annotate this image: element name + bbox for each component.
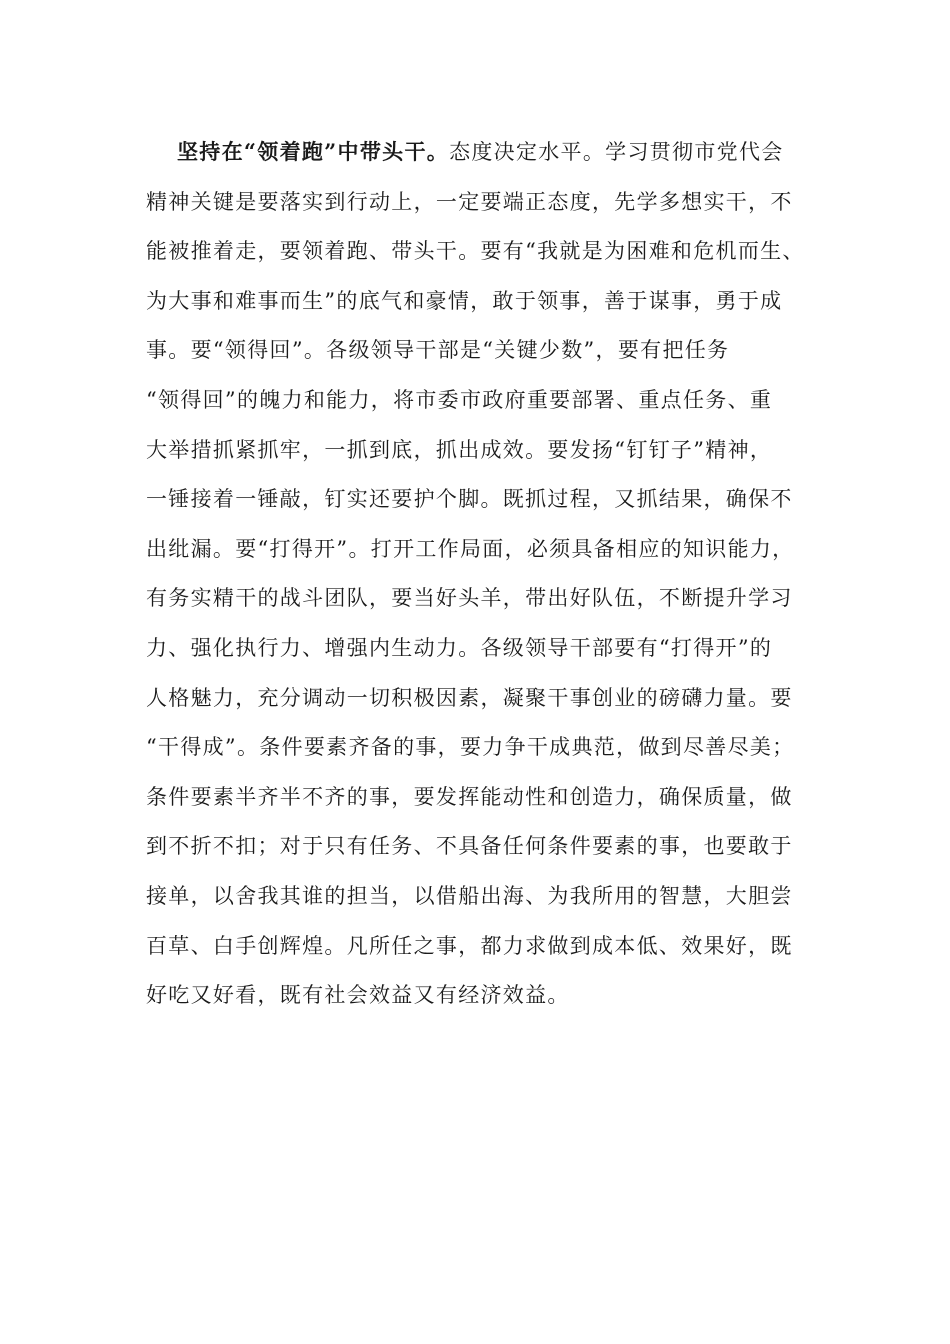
paragraph-line-9: 出纰漏。要“打得开”。打开工作局面，必须具备相应的知识能力，: [146, 536, 795, 561]
paragraph-line-7: 大举措抓紧抓牢，一抓到底，抓出成效。要发扬“钉钉子”精神，: [146, 437, 773, 462]
paragraph-line-10: 有务实精干的战斗团队，要当好头羊，带出好队伍，不断提升学习: [146, 586, 793, 611]
paragraph-line-18: 好吃又好看，既有社会效益又有经济效益。: [146, 983, 570, 1008]
paragraph-line-8: 一锤接着一锤敲，钉实还要护个脚。既抓过程，又抓结果，确保不: [146, 487, 793, 512]
paragraph-line-1: [146, 130, 826, 180]
paragraph-line-15: 到不折不扣；对于只有任务、不具备任何条件要素的事，也要敢于: [146, 834, 793, 859]
body-paragraph: [146, 130, 826, 1023]
paragraph-line-4: 为大事和难事而生”的底气和豪情，敢于领事，善于谋事，勇于成: [146, 288, 783, 313]
paragraph-line-13: “干得成”。条件要素齐备的事，要力争干成典范，做到尽善尽美；: [146, 735, 795, 760]
paragraph-line-3: 能被推着走，要领着跑、带头干。要有“我就是为困难和危机而生、: [146, 239, 805, 264]
paragraph-line-2: 精神关键是要落实到行动上，一定要端正态度，先学多想实干，不: [146, 189, 793, 214]
paragraph-line-6: “领得回”的魄力和能力，将市委市政府重要部署、重点任务、重: [146, 387, 773, 412]
paragraph-line-14: 条件要素半齐半不齐的事，要发挥能动性和创造力，确保质量，做: [146, 784, 793, 809]
paragraph-line-5: 事。要“领得回”。各级领导干部是“关键少数”，要有把任务: [146, 338, 730, 363]
paragraph-line-12: 人格魅力，充分调动一切积极因素，凝聚干事创业的磅礴力量。要: [146, 685, 793, 710]
paragraph-line-text: 态度决定水平。学习贯彻市党代会: [449, 140, 784, 164]
paragraph-line-16: 接单，以舍我其谁的担当，以借船出海、为我所用的智慧，大胆尝: [146, 883, 793, 908]
paragraph-heading: 坚持在“领着跑”中带头干。: [177, 139, 450, 164]
paragraph-line-17: 百草、白手创辉煌。凡所任之事，都力求做到成本低、效果好，既: [146, 933, 793, 958]
paragraph-line-11: 力、强化执行力、增强内生动力。各级领导干部要有“打得开”的: [146, 635, 773, 660]
